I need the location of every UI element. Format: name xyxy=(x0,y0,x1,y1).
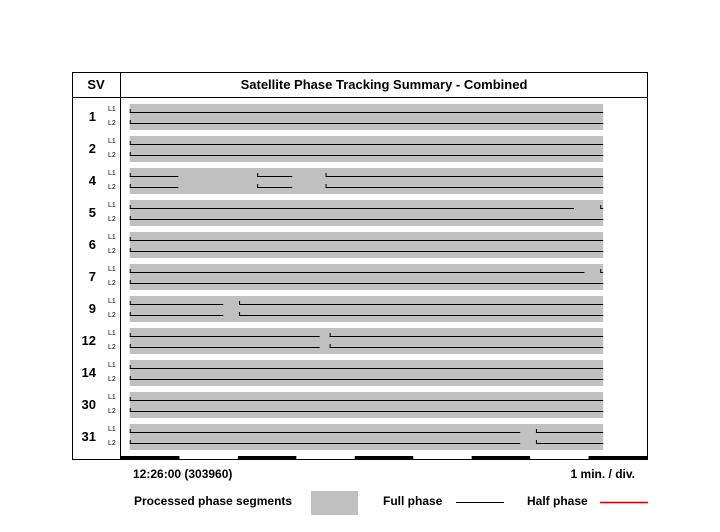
signal-label-l2: L2 xyxy=(108,312,116,319)
processed-segment xyxy=(130,392,603,418)
legend-processed-swatch xyxy=(311,491,358,515)
processed-segment xyxy=(130,104,603,130)
signal-label-l2: L2 xyxy=(108,120,116,127)
signal-label-l1: L1 xyxy=(108,330,116,337)
sv-label: 12 xyxy=(81,333,96,348)
time-axis-division xyxy=(355,456,413,459)
legend-half-label: Half phase xyxy=(527,494,588,508)
signal-label-l1: L1 xyxy=(108,266,116,273)
processed-segment xyxy=(130,200,603,226)
processed-segment xyxy=(130,168,603,194)
time-axis-division xyxy=(472,456,530,459)
sv-label: 1 xyxy=(88,109,96,124)
sv-label: 2 xyxy=(88,141,96,156)
processed-segment xyxy=(130,264,603,290)
signal-label-l1: L1 xyxy=(108,106,116,113)
legend-full-label: Full phase xyxy=(383,494,443,508)
signal-label-l1: L1 xyxy=(108,298,116,305)
signal-label-l1: L1 xyxy=(108,138,116,145)
scale-label: 1 min. / div. xyxy=(570,467,635,481)
signal-label-l1: L1 xyxy=(108,426,116,433)
sv-label: 30 xyxy=(81,397,96,412)
processed-segment xyxy=(130,328,603,354)
time-axis-end-block xyxy=(635,456,647,459)
processed-segment xyxy=(130,232,603,258)
signal-label-l2: L2 xyxy=(108,248,116,255)
sv-label: 5 xyxy=(88,205,96,220)
start-time-label: 12:26:00 (303960) xyxy=(133,467,233,481)
signal-label-l2: L2 xyxy=(108,216,116,223)
processed-segment xyxy=(130,296,603,322)
signal-label-l2: L2 xyxy=(108,440,116,447)
time-axis-division xyxy=(238,456,296,459)
signal-label-l1: L1 xyxy=(108,170,116,177)
signal-label-l2: L2 xyxy=(108,152,116,159)
signal-label-l2: L2 xyxy=(108,280,116,287)
sv-header: SV xyxy=(87,77,105,92)
processed-segment xyxy=(130,424,603,450)
chart-title: Satellite Phase Tracking Summary - Combined xyxy=(240,77,528,92)
signal-label-l1: L1 xyxy=(108,362,116,369)
processed-segment xyxy=(130,136,603,162)
signal-label-l1: L1 xyxy=(108,202,116,209)
signal-label-l2: L2 xyxy=(108,408,116,415)
sv-label: 4 xyxy=(88,173,96,188)
sv-label: 6 xyxy=(88,237,96,252)
sv-label: 14 xyxy=(81,365,96,380)
signal-label-l1: L1 xyxy=(108,394,116,401)
legend-processed-label: Processed phase segments xyxy=(134,494,293,508)
processed-segment xyxy=(130,360,603,386)
time-axis-start-block xyxy=(121,456,132,459)
signal-label-l2: L2 xyxy=(108,184,116,191)
signal-label-l2: L2 xyxy=(108,344,116,351)
sv-label: 9 xyxy=(88,301,96,316)
sv-label: 7 xyxy=(88,269,96,284)
sv-label: 31 xyxy=(81,429,96,444)
signal-label-l1: L1 xyxy=(108,234,116,241)
signal-label-l2: L2 xyxy=(108,376,116,383)
